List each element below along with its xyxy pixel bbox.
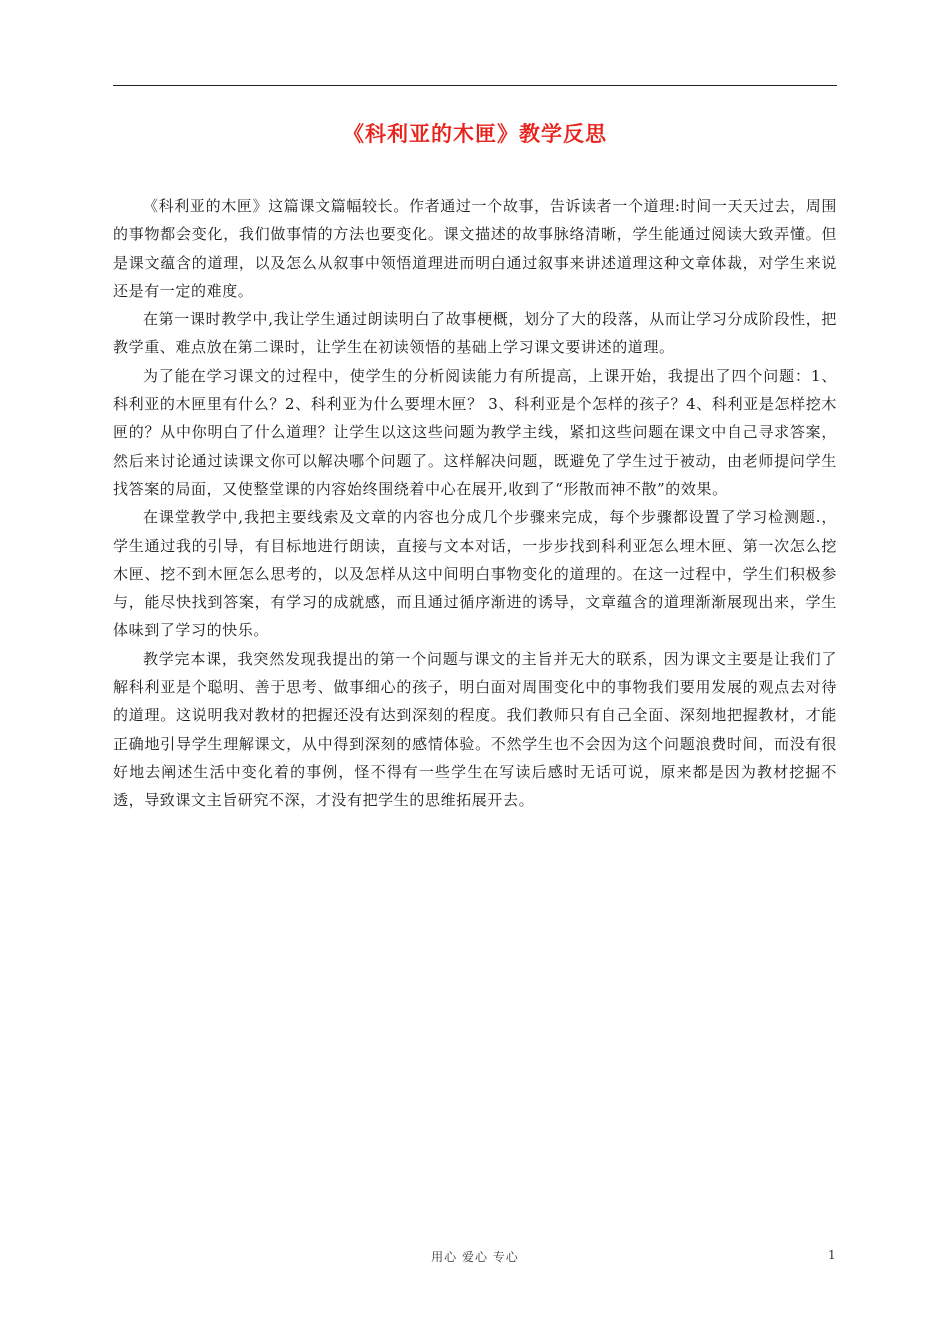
body-paragraph-5: 教学完本课，我突然发现我提出的第一个问题与课文的主旨并无大的联系，因为课文主要是让我们了解科利亚是个聪明、善于思考、做事细心的孩子，明白面对周围变化中的事物我们要用发展的观点去对待的道理。这说明我对教材的把握还没有达到深刻的程度。我们教师只有自己全面、深刻地把握教材，才能正确地引导学生理解课文，从中得到深刻的感情体验。不然学生也不会因为这个问题浪费时间，而没有很好地去阐述生活中变化着的事例，怪不得有一些学生在写读后感时无话可说，原来都是因为教材挖掘不透，导致课文主旨研究不深，才没有把学生的思维拓展开去。 — [113, 649, 837, 810]
body-paragraph-2: 在第一课时教学中,我让学生通过朗读明白了故事梗概，划分了大的段落，从而让学习分成阶段性，把教学重、难点放在第二课时，让学生在初读领悟的基础上学习课文要讲述的道理。 — [113, 310, 837, 357]
document-body — [113, 192, 837, 815]
body-paragraph-1: 《科利亚的木匣》这篇课文篇幅较长。作者通过一个故事，告诉读者一个道理:时间一天天过去，周围的事物都会变化，我们做事情的方法也要变化。课文描述的故事脉络清晰，学生能通过阅读大致弄懂。但是课文蕴含的道理，以及怎么从叙事中领悟道理进而明白通过叙事来讲述道理这种文章体裁，对学生来说还是有一定的难度。 — [113, 197, 837, 300]
body-paragraph-3: 为了能在学习课文的过程中，使学生的分析阅读能力有所提高，上课开始，我提出了四个问题：1、科利亚的木匣里有什么？2、科利亚为什么要埋木匣？ 3、科利亚是个怎样的孩子？4、科利亚是怎样挖木匣的？从中你明白了什么道理？让学生以这这些问题为教学主线，紧扣这些问题在课文中自己寻求答案，然后来讨论通过读课文你可以解决哪个问题了。这样解决问题，既避免了学生过于被动，由老师提问学生找答案的局面，又使整堂课的内容始终围绕着中心在展开,收到了“形散而神不散”的效果。 — [113, 366, 837, 498]
header-rule — [113, 85, 837, 86]
footer-slogan: 用心 爱心 专心 — [431, 1250, 519, 1264]
body-paragraph-4: 在课堂教学中,我把主要线索及文章的内容也分成几个步骤来完成，每个步骤都设置了学习检测题.，学生通过我的引导，有目标地进行朗读，直接与文本对话，一步步找到科利亚怎么埋木匣、第一次怎么挖木匣、挖不到木匣怎么思考的，以及怎样从这中间明白事物变化的道理的。在这一过程中，学生们积极参与，能尽快找到答案，有学习的成就感，而且通过循序渐进的诱导，文章蕴含的道理渐渐展现出来，学生体味到了学习的快乐。 — [113, 508, 837, 640]
page-number: 1 — [828, 1248, 836, 1262]
document-title: 《科利亚的木匣》教学反思 — [343, 121, 607, 146]
